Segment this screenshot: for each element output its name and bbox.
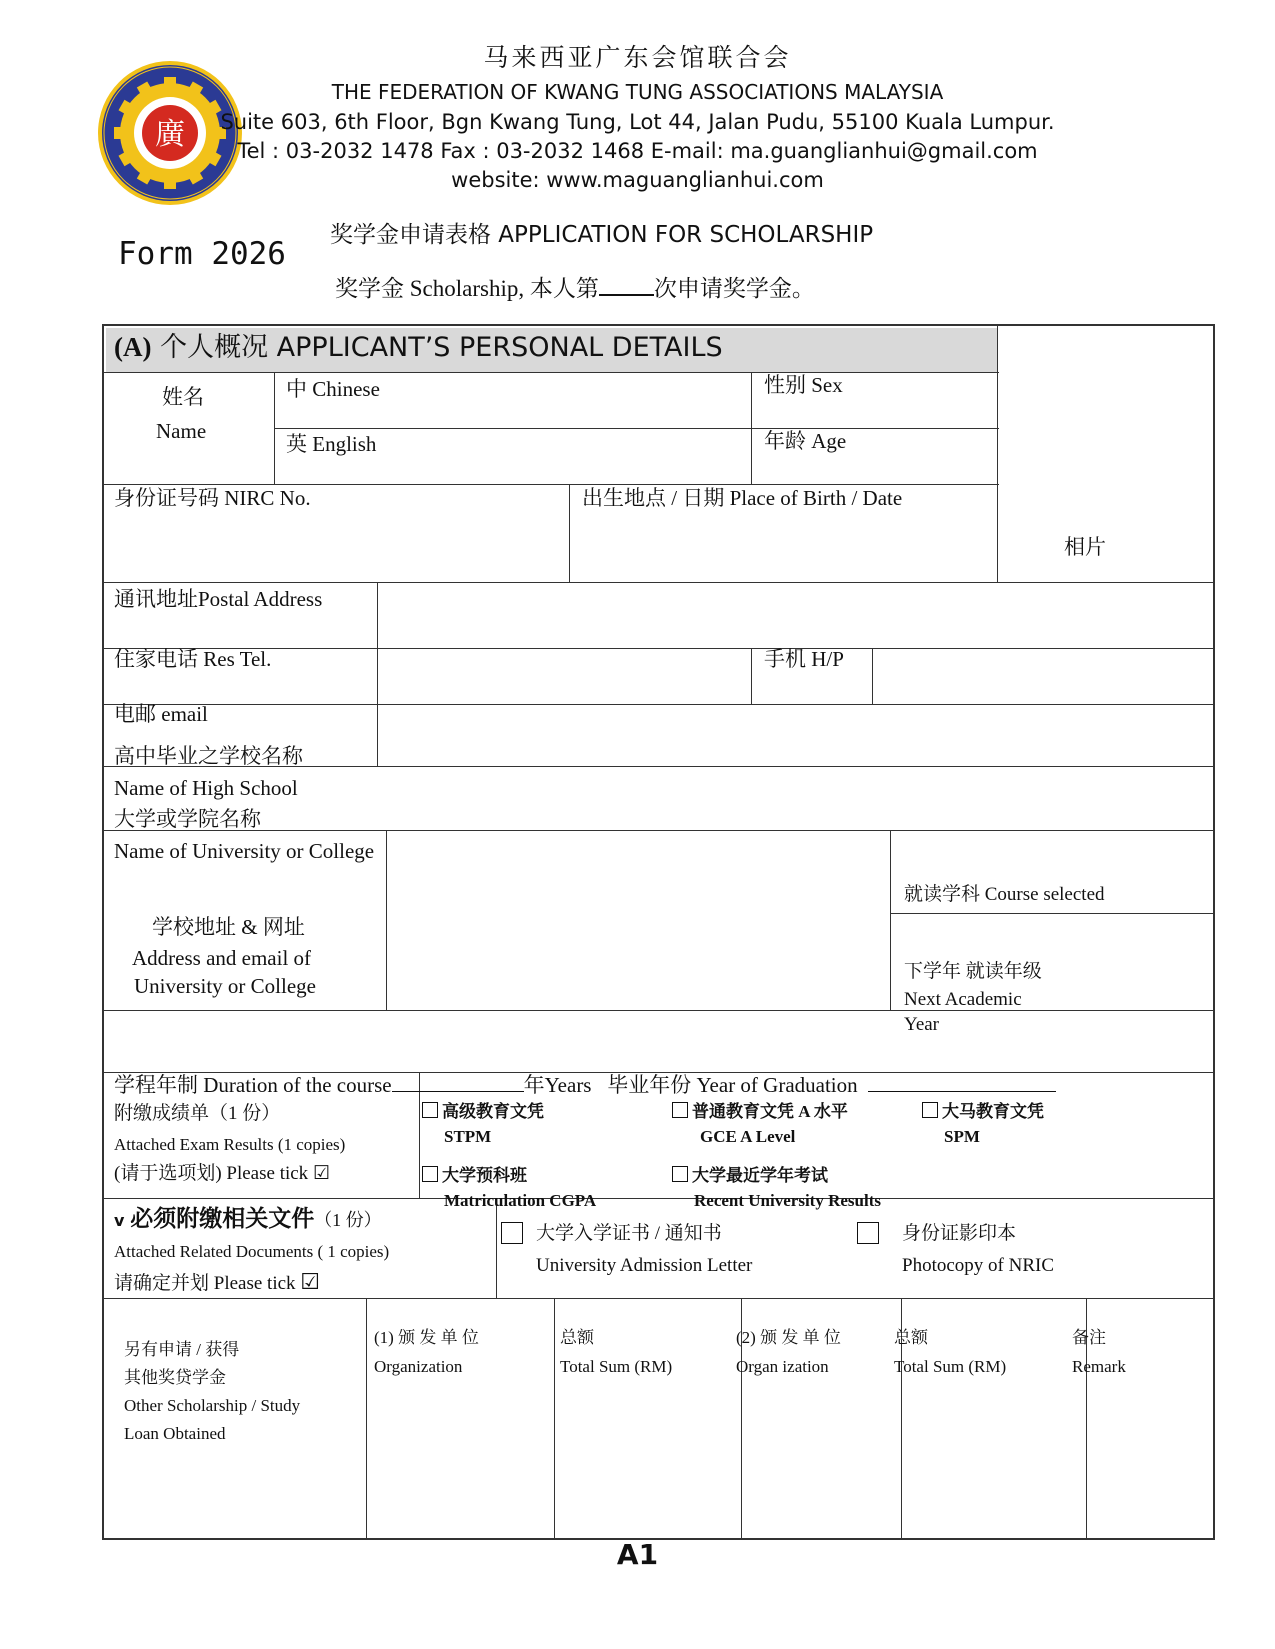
- graduation-blank[interactable]: [868, 1071, 1056, 1092]
- total-sum-2-header: 总额 Total Sum (RM): [894, 1328, 1007, 1376]
- duration-row: [114, 1070, 1056, 1100]
- scholarship-count-line: [335, 270, 815, 303]
- name-label-en: Name: [156, 419, 207, 443]
- option-recent-university-results[interactable]: 大学最近学年考试 Recent University Results: [672, 1164, 881, 1213]
- option-gce-a-level[interactable]: 普通教育文凭 A 水平 GCE A Level: [672, 1100, 848, 1149]
- scholarship-line-before: 奖学金 Scholarship, 本人第: [335, 276, 599, 301]
- next-year-label-en2: Year: [904, 1014, 940, 1035]
- years-label: 年Years: [523, 1073, 592, 1097]
- tick-sample-icon: ☑: [300, 1269, 321, 1294]
- sex-field[interactable]: 性别 Sex: [764, 373, 843, 397]
- graduation-label: 毕业年份 Year of Graduation: [607, 1073, 858, 1097]
- school-address-label-en1: Address and email of: [132, 946, 312, 970]
- association-address: Suite 603, 6th Floor, Bgn Kwang Tung, Lot 44, Jalan Pudu, 55100 Kuala Lumpur.: [220, 110, 1055, 134]
- checkbox-stpm[interactable]: [422, 1102, 438, 1118]
- university-label-en: Name of University or College: [114, 839, 375, 863]
- birth-place-date-field[interactable]: 出生地点 / 日期 Place of Birth / Date: [582, 486, 903, 510]
- postal-address-label: 通讯地址Postal Address: [114, 587, 323, 611]
- option-nric-copy: 身份证影印本 Photocopy of NRIC: [902, 1223, 1054, 1277]
- form-title: 奖学金申请表格 APPLICATION FOR SCHOLARSHIP: [330, 222, 874, 248]
- email-label: 电邮 email: [114, 702, 208, 726]
- high-school-label-cn: 高中毕业之学校名称: [114, 744, 303, 768]
- organization-1-header: (1) 颁 发 单 位 Organization: [374, 1328, 479, 1376]
- form-number: Form 2026: [118, 236, 286, 272]
- association-english-name: THE FEDERATION OF KWANG TUNG ASSOCIATIONS MALAYSIA: [331, 80, 944, 104]
- nric-field[interactable]: 身份证号码 NIRC No.: [114, 486, 311, 510]
- high-school-label-en: Name of High School: [114, 776, 298, 800]
- tick-sample-icon: ☑: [312, 1163, 330, 1184]
- other-scholarship-label: 另有申请 / 获得 其他奖贷学金 Other Scholarship / Study Loan Obtained: [124, 1340, 301, 1444]
- hp-label: 手机 H/P: [764, 647, 844, 671]
- next-year-label-en1: Next Academic: [904, 989, 1022, 1010]
- photo-box-label: 相片: [1064, 535, 1106, 559]
- documents-label-cn: v 必须附缴相关文件（1 份）: [114, 1206, 382, 1231]
- exam-results-tick-label: (请于选项划) Please tick ☑: [114, 1163, 330, 1184]
- checkbox-recent-university-results[interactable]: [672, 1166, 688, 1182]
- duration-blank[interactable]: [392, 1071, 524, 1092]
- organization-2-header: (2) 颁 发 单 位 Organ ization: [736, 1328, 841, 1376]
- checkbox-gce-a-level[interactable]: [672, 1102, 688, 1118]
- option-spm[interactable]: 大马教育文凭 SPM: [922, 1100, 1044, 1149]
- application-count-blank[interactable]: [599, 276, 654, 296]
- application-form-table: [102, 324, 1215, 1540]
- remark-header: 备注 Remark: [1072, 1328, 1126, 1376]
- res-tel-label: 住家电话 Res Tel.: [114, 647, 272, 671]
- check-mark-icon: v: [114, 1211, 125, 1230]
- section-a-title: (A) 个人概况 APPLICANT’S PERSONAL DETAILS: [114, 332, 723, 363]
- checkbox-matriculation[interactable]: [422, 1166, 438, 1182]
- checkbox-admission-letter[interactable]: [501, 1222, 523, 1248]
- checkbox-nric-copy[interactable]: [857, 1222, 879, 1248]
- documents-label-en: Attached Related Documents ( 1 copies): [114, 1242, 390, 1261]
- scholarship-line-after: 次申请奖学金。: [653, 276, 815, 301]
- option-matriculation[interactable]: 大学预科班 Matriculation CGPA: [422, 1164, 596, 1213]
- name-label-cn: 姓名: [162, 385, 204, 409]
- option-stpm[interactable]: 高级教育文凭 STPM: [422, 1100, 544, 1149]
- page-label: A1: [616, 1538, 659, 1571]
- association-chinese-name: 马来西亚广东会馆联合会: [483, 45, 792, 72]
- checkbox-spm[interactable]: [922, 1102, 938, 1118]
- course-selected-label: 就读学科 Course selected: [904, 884, 1105, 905]
- exam-results-label-en: Attached Exam Results (1 copies): [114, 1135, 346, 1154]
- option-admission-letter: 大学入学证书 / 通知书 University Admission Letter: [536, 1223, 753, 1277]
- documents-tick-label: 请确定并划 Please tick ☑: [114, 1269, 321, 1294]
- svg-text:廣: 廣: [155, 117, 185, 152]
- school-address-label-cn: 学校地址 & 网址: [152, 915, 305, 939]
- total-sum-1-header: 总额 Total Sum (RM): [560, 1328, 673, 1376]
- english-name-field[interactable]: 英 English: [286, 432, 377, 456]
- duration-label: 学程年制 Duration of the course: [114, 1073, 392, 1097]
- association-contact: Tel : 03-2032 1478 Fax : 03-2032 1468 E-mail: ma.guanglianhui@gmail.com: [237, 139, 1038, 163]
- university-label-cn: 大学或学院名称: [114, 807, 261, 831]
- association-website: website: www.maguanglianhui.com: [451, 168, 824, 192]
- age-field[interactable]: 年龄 Age: [764, 429, 847, 453]
- next-year-label-cn: 下学年 就读年级: [904, 961, 1042, 982]
- chinese-name-field[interactable]: 中 Chinese: [286, 377, 380, 401]
- exam-results-label-cn: 附缴成绩单（1 份）: [114, 1103, 281, 1124]
- school-address-label-en2: University or College: [134, 974, 316, 998]
